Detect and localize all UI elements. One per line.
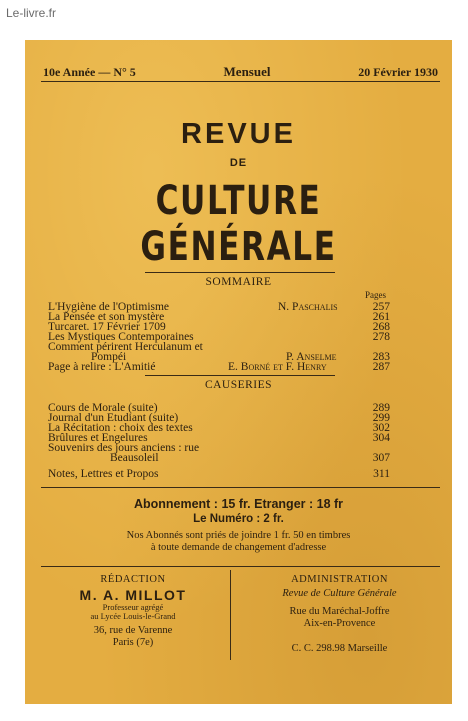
issue-header: [43, 64, 438, 80]
subscription-price: Abonnement : 15 fr. Etranger : 18 fr: [133, 497, 344, 511]
footer-rule: [41, 566, 440, 567]
toc-row: L'Hygiène de l'Optimisme N. Paschalis 257: [48, 301, 390, 313]
administration-name: Revue de Culture Générale: [282, 588, 397, 599]
administration-block: ADMINISTRATION Revue de Culture Générale Rue du Maréchal-Joffre Aix-en-Provence C. C. 298.98 Marseille: [237, 574, 442, 655]
toc-row: Journal d'un Etudiant (suite) 299: [48, 412, 390, 424]
site-watermark: Le-livre.fr: [6, 6, 57, 20]
toc-row: Notes, Lettres et Propos 311: [48, 468, 390, 480]
issue-date: 20 Février 1930: [358, 65, 438, 79]
toc-row: La Récitation : choix des textes 302: [48, 422, 390, 434]
toc-row: Page à relire : L'Amitié E. Borné et F. Henry 287: [48, 361, 390, 373]
masthead-revue: REVUE: [181, 118, 296, 150]
toc-row: Turcaret. 17 Février 1709 268: [48, 321, 390, 333]
redaction-block: RÉDACTION M. A. MILLOT Professeur agrégé au Lycée Louis-le-Grand 36, rue de Varenne Paris (7e): [43, 574, 223, 649]
subscription-rule: [41, 487, 440, 488]
subscription-note: Nos Abonnés sont priés de joindre 1 fr. 50 en timbres à toute demande de changement d'adresse: [126, 530, 351, 553]
causeries-rule: [145, 375, 335, 376]
administration-label: ADMINISTRATION: [291, 574, 388, 585]
issue-number: 10e Année — N° 5: [43, 65, 136, 79]
sommaire-list: [48, 302, 390, 372]
toc-row: Brûlures et Engelures 304: [48, 432, 390, 444]
pages-label: Pages: [365, 290, 386, 300]
causeries-heading: CAUSERIES: [204, 379, 273, 391]
toc-row: Souvenirs des jours anciens : rue: [48, 442, 200, 454]
magazine-cover: [25, 40, 452, 704]
toc-row: Cours de Morale (suite) 289: [48, 402, 390, 414]
issue-frequency: Mensuel: [223, 64, 271, 79]
redaction-label: RÉDACTION: [100, 574, 166, 585]
header-rule: [41, 81, 440, 82]
toc-row: La Pensée et son mystère 261: [48, 311, 390, 323]
footer-divider: [230, 570, 231, 660]
toc-row: Pompéi P. Anselme 283: [91, 351, 390, 363]
masthead-de: DE: [229, 157, 248, 169]
toc-row: Les Mystiques Contemporaines 278: [48, 331, 390, 343]
sommaire-rule: [145, 272, 335, 273]
causeries-list: [48, 403, 390, 479]
issue-price: Le Numéro : 2 fr.: [193, 513, 284, 525]
toc-row: Comment périrent Herculanum et: [48, 341, 203, 353]
sommaire-heading: SOMMAIRE: [205, 276, 272, 288]
toc-row: Beausoleil 307: [110, 452, 390, 464]
editor-name: M. A. MILLOT: [79, 587, 187, 603]
masthead-title: CULTURE GÉNÉRALE: [140, 178, 337, 270]
